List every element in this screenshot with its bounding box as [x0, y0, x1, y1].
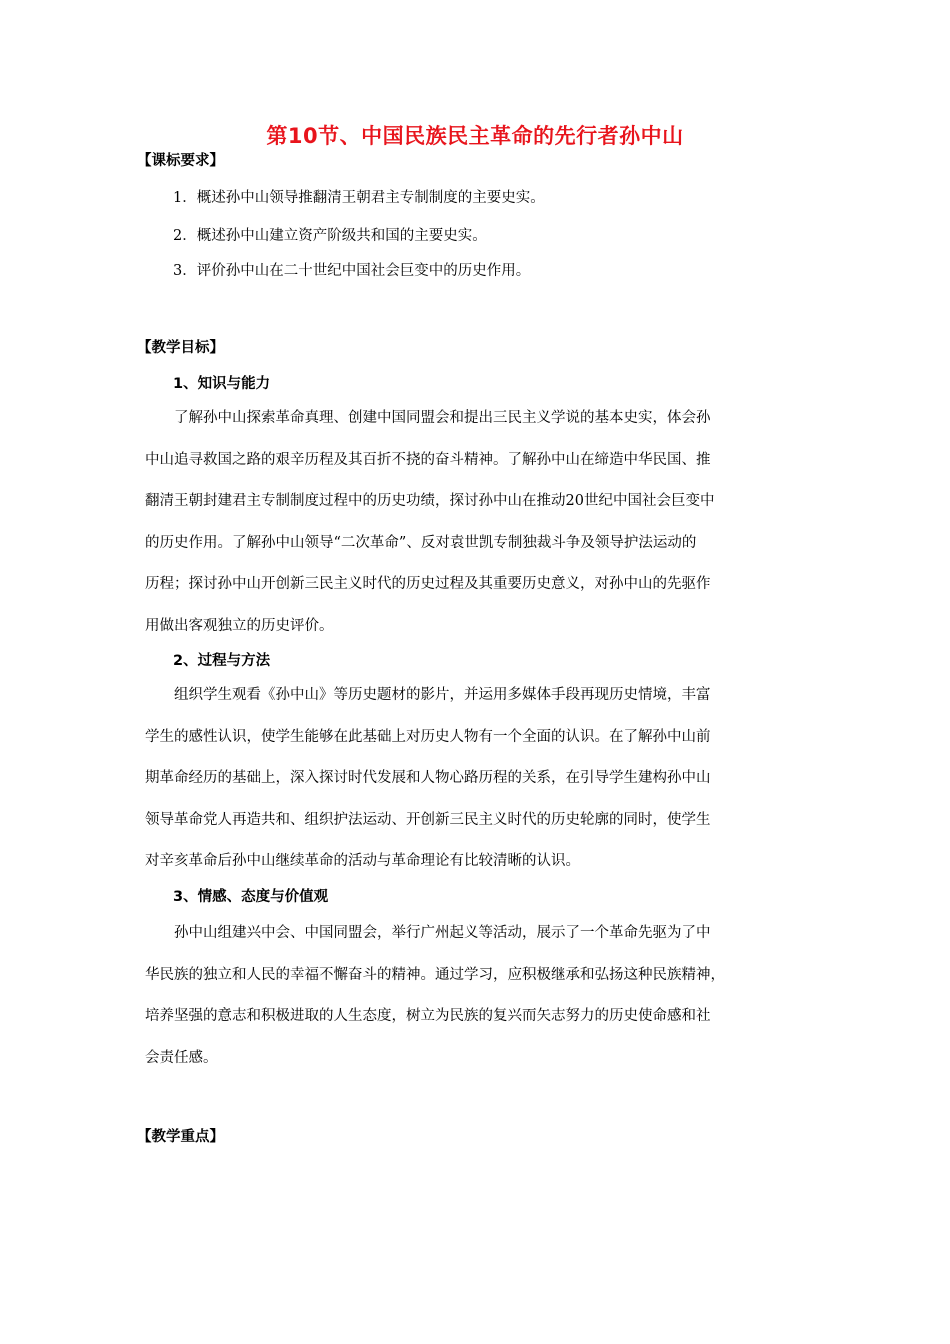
paragraph-line: 孙中山组建兴中会、中国同盟会，举行广州起义等活动，展示了一个革命先驱为了中	[174, 925, 711, 941]
document-title: 第10节、中国民族民主革命的先行者孙中山	[266, 124, 684, 148]
curriculum-heading: 【课标要求】	[137, 153, 224, 169]
paragraph-line: 中山追寻救国之路的艰辛历程及其百折不挠的奋斗精神。了解孙中山在缔造中华民国、推	[145, 451, 711, 468]
objective-paragraph	[145, 921, 805, 1087]
paragraph-line: 学生的感性认识，使学生能够在此基础上对历史人物有一个全面的认识。在了解孙中山前	[145, 728, 711, 745]
paragraph-line: 培养坚强的意志和积极进取的人生态度，树立为民族的复兴而矢志努力的历史使命感和社	[145, 1008, 711, 1025]
curriculum-item: 3．评价孙中山在二十世纪中国社会巨变中的历史作用。	[173, 263, 531, 279]
paragraph-line: 历程；探讨孙中山开创新三民主义时代的历史过程及其重要历史意义，对孙中山的先驱作	[145, 576, 711, 593]
curriculum-item: 1．概述孙中山领导推翻清王朝君主专制制度的主要史实。	[173, 190, 545, 206]
paragraph-line: 组织学生观看《孙中山》等历史题材的影片，并运用多媒体手段再现历史情境，丰富	[174, 687, 711, 703]
objective-paragraph	[145, 683, 805, 891]
paragraph-line: 用做出客观独立的历史评价。	[145, 617, 334, 634]
objective-paragraph	[145, 406, 805, 656]
paragraph-line: 领导革命党人再造共和、组织护法运动、开创新三民主义时代的历史轮廓的同时，使学生	[145, 811, 711, 828]
curriculum-item: 2．概述孙中山建立资产阶级共和国的主要史实。	[173, 228, 487, 244]
paragraph-line: 对辛亥革命后孙中山继续革命的活动与革命理论有比较清晰的认识。	[145, 853, 580, 870]
objective-subheading: 3、情感、态度与价值观	[173, 889, 329, 905]
key-points-heading: 【教学重点】	[137, 1129, 224, 1145]
objective-subheading: 2、过程与方法	[173, 653, 271, 669]
objectives-heading: 【教学目标】	[137, 340, 224, 356]
paragraph-line: 了解孙中山探索革命真理、创建中国同盟会和提出三民主义学说的基本史实，体会孙	[174, 410, 711, 426]
paragraph-line: 华民族的独立和人民的幸福不懈奋斗的精神。通过学习，应积极继承和弘扬这种民族精神，	[145, 966, 725, 983]
paragraph-line: 的历史作用。了解孙中山领导“二次革命”、反对袁世凯专制独裁斗争及领导护法运动的	[145, 534, 697, 551]
paragraph-line: 翻清王朝封建君主专制制度过程中的历史功绩，探讨孙中山在推动20世纪中国社会巨变中	[145, 493, 715, 510]
paragraph-line: 会责任感。	[145, 1049, 218, 1066]
objective-subheading: 1、知识与能力	[173, 376, 271, 392]
paragraph-line: 期革命经历的基础上，深入探讨时代发展和人物心路历程的关系，在引导学生建构孙中山	[145, 770, 711, 787]
